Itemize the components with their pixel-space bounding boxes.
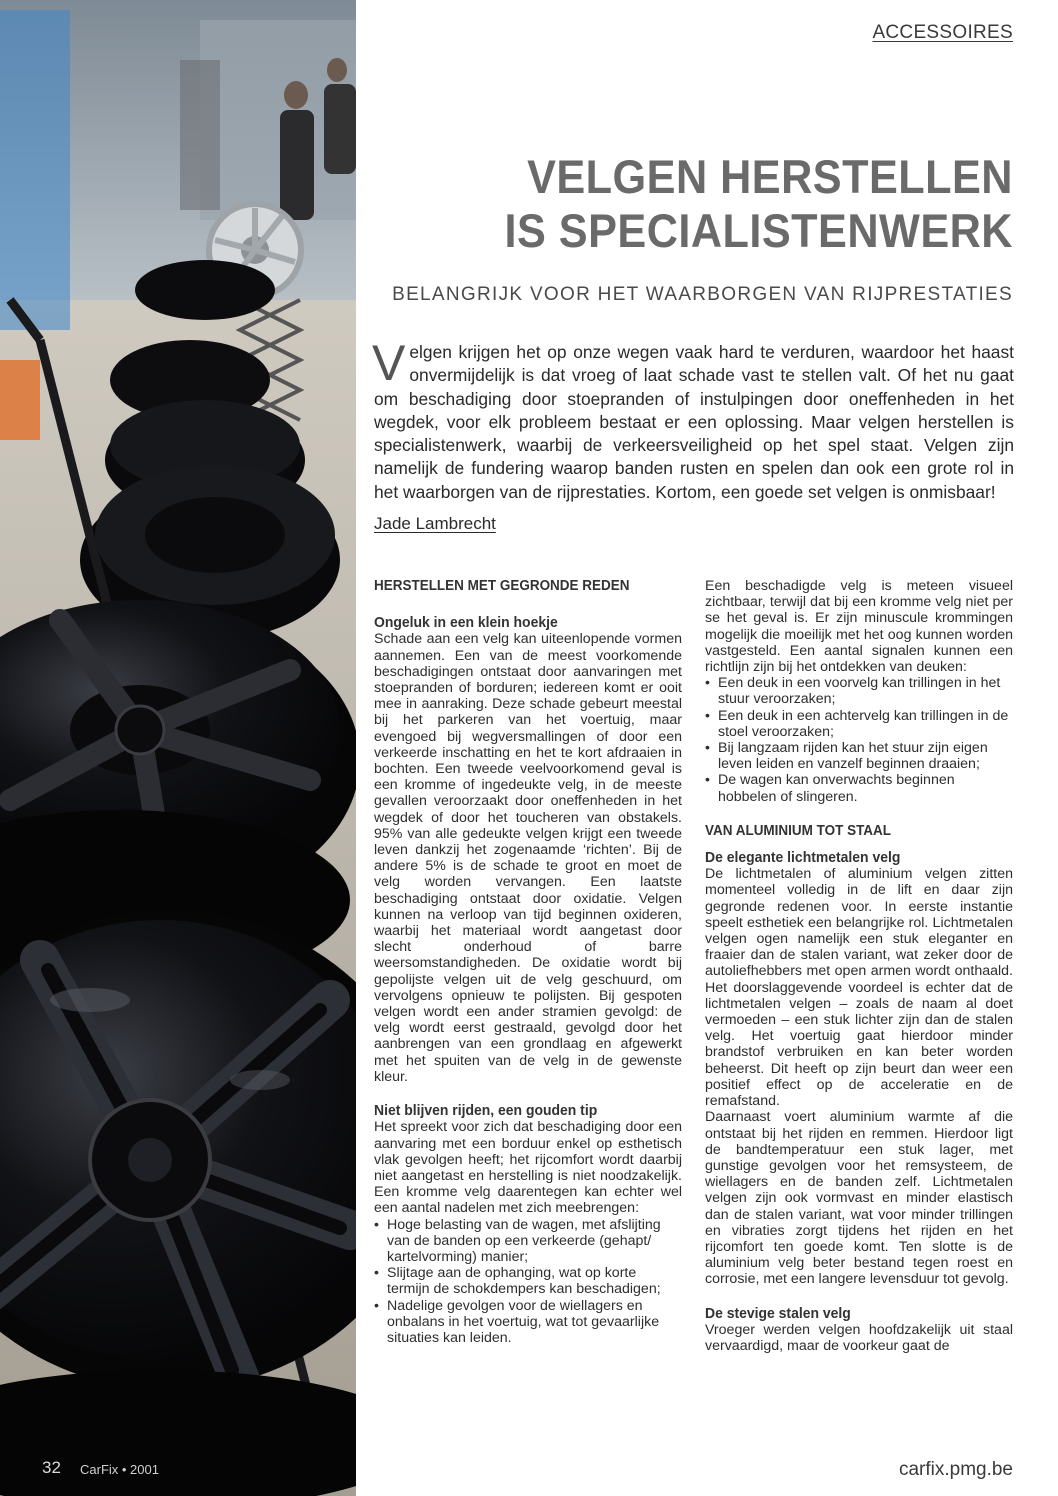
- author-byline: Jade Lambrecht: [374, 514, 496, 533]
- list-item: • Hoge belasting van de wagen, met afslijting van de banden op een verkeerde (gehapt/ kartelvorming) manier;: [374, 1217, 682, 1266]
- photo-illustration: [0, 0, 356, 1496]
- body-paragraph: Schade aan een velg kan uiteenlopende vormen aannemen. Een van de meest voorkomende beschadigingen ontstaat door aanvaringen met stoepranden of borduren; iedereen komt er ooit mee in aanraking. Deze schade gebeurt meestal bij het parkeren van het voertuig, maar evengoed bij wegversmallingen of door een verkeerde inschatting en het te kort afdraaien in bochten. Een tweede veelvoorkomend geval is een kromme of ingedeukte velg, in de meeste gevallen veroorzaakt door oneffenheden in het wegdek of door het toucheren van obstakels. 95% van alle gedeukte velgen krijgt een tweede leven dankzij het zogenaamde ‘richten’. Bij de andere 5% is de schade te groot en moet de velg worden vervangen. Een laatste beschadiging ontstaat door oxidatie. Velgen kunnen na verloop van tijd beginnen oxideren, waarbij het materiaal wordt aangetast door slecht onderhoud of barre weersomstandigheden. De oxidatie wordt bij gepolijste velgen uit de velg geschuurd, om vervolgens opnieuw te polijsten. Bij gespoten velgen wordt een ander stramien gevolgd: de velg wordt eerst gestraald, gevolgd door het aanbrengen van een grondlaag en afgewerkt met het spuiten van de velg in de gewenste kleur.: [374, 631, 682, 1085]
- subheading-lichtmetalen: De elegante lichtmetalen velg: [705, 849, 901, 867]
- subheading-stalen-velg: De stevige stalen velg: [705, 1304, 851, 1322]
- bullet-list: [705, 675, 1013, 805]
- subheadline: BELANGRIJK VOOR HET WAARBORGEN VAN RIJPRESTATIES: [392, 284, 1013, 305]
- body-paragraph: Het spreekt voor zich dat beschadiging door een aanvaring met een borduur enkel op esthetisch vlak gevolgen heeft; het rijcomfort wordt daarbij niet aangetast en herstelling is niet noodzakelijk. Een kromme velg daarentegen kan echter wel een aantal nadelen met zich meebrengen:: [374, 1119, 682, 1217]
- page-number: 32: [42, 1458, 61, 1477]
- body-paragraph: Daarnaast voert aluminium warmte af die ontstaat bij het rijden en remmen. Hierdoor ligt de bandtemperatuur een stuk lager, met gunstige gevolgen voor het remsysteem, de wiellagers en de banden zelf. Lichtmetalen velgen zijn ook vormvast en minder elastisch dan de stalen variant, wat voor minder trillingen en vibraties zorgt tijdens het rijden en het rijcomfort ten goede komt. Ten slotte is de aluminium velg beter bestand tegen roest en corrosie, met een langere levensduur tot gevolg.: [705, 1109, 1013, 1288]
- left-column: [374, 578, 682, 1346]
- headline: [443, 150, 1013, 258]
- list-item: • Een deuk in een voorvelg kan trillingen in het stuur veroorzaken;: [705, 675, 1013, 707]
- headline-line-2: IS SPECIALISTENWERK: [504, 204, 1013, 257]
- list-item: • Bij langzaam rijden kan het stuur zijn eigen leven leiden en vanzelf beginnen draaien;: [705, 740, 1013, 772]
- intro-paragraph: [372, 335, 1014, 504]
- website-url: carfix.pmg.be: [898, 1459, 1013, 1480]
- magazine-issue: CarFix • 2001: [80, 1462, 159, 1477]
- section-heading-herstellen: HERSTELLEN MET GEGRONDE REDEN: [374, 578, 630, 594]
- body-paragraph: Een beschadigde velg is meteen visueel zichtbaar, terwijl dat bij een kromme velg niet per se het geval is. Er zijn minuscule krommingen mogelijk die moeilijk met het oog kunnen worden vastgesteld. Een aantal signalen kunnen een richtlijn zijn bij het ontdekken van deuken:: [705, 578, 1013, 676]
- body-paragraph: De lichtmetalen of aluminium velgen zitten momenteel volledig in de lift en daar zijn gegronde redenen voor. In eerste instantie speelt esthetiek een belangrijke rol. Lichtmetalen velgen ogen namelijk een stuk eleganter en fraaier dan de stalen variant, wat zeker door de autoliefhebbers met open armen wordt onthaald. Het doorslaggevende voordeel is echter dat de lichtmetalen velgen – zoals de naam al doet vermoeden – een stuk lichter zijn dan de stalen velg. Het voertuig gaat hierdoor minder brandstof verbruiken en kan beter worden beheerst. Dit heeft op zijn beurt dan weer een positief effect op de acceleratie en de remafstand.: [705, 866, 1013, 1110]
- subheading-niet-blijven-rijden: Niet blijven rijden, een gouden tip: [374, 1102, 598, 1120]
- headline-line-1: VELGEN HERSTELLEN: [527, 150, 1013, 203]
- intro-text: elgen krijgen het op onze wegen vaak hard te verduren, waardoor het haast onvermijdelijk is dat vroeg of laat schade vast te stellen valt. Of het nu gaat om beschadiging door stoepranden of instulpingen door oneffenheden in het wegdek, voor elk probleem bestaat er een oplossing. Maar velgen herstellen is specialistenwerk, waarbij de verkeersveiligheid op het spel staat. Velgen zijn namelijk de fundering waarop banden rusten en spelen dan ook een grote rol in het waarborgen van de rijprestaties. Kortom, een goede set velgen is onmisbaar!: [374, 342, 1014, 502]
- right-column: [705, 578, 1013, 1354]
- bullet-list: [374, 1217, 682, 1347]
- list-item: • Slijtage aan de ophanging, wat op korte termijn de schokdempers kan beschadigen;: [374, 1265, 682, 1297]
- list-item: • De wagen kan onverwachts beginnen hobbelen of slingeren.: [705, 772, 1013, 804]
- list-item: • Een deuk in een achtervelg kan trillingen in de stoel veroorzaken;: [705, 708, 1013, 740]
- subheading-ongeluk: Ongeluk in een klein hoekje: [374, 614, 558, 632]
- section-heading-aluminium: VAN ALUMINIUM TOT STAAL: [705, 822, 892, 839]
- wheel-rack-photo: [0, 0, 356, 1496]
- body-paragraph: Vroeger werden velgen hoofdzakelijk uit staal vervaardigd, maar de voorkeur gaat de: [705, 1321, 1013, 1354]
- section-label: ACCESSOIRES: [872, 22, 1013, 43]
- list-item: • Nadelige gevolgen voor de wiellagers en onbalans in het voertuig, wat tot gevaarlijke situaties kan leiden.: [374, 1298, 682, 1347]
- drop-cap: V: [372, 335, 406, 391]
